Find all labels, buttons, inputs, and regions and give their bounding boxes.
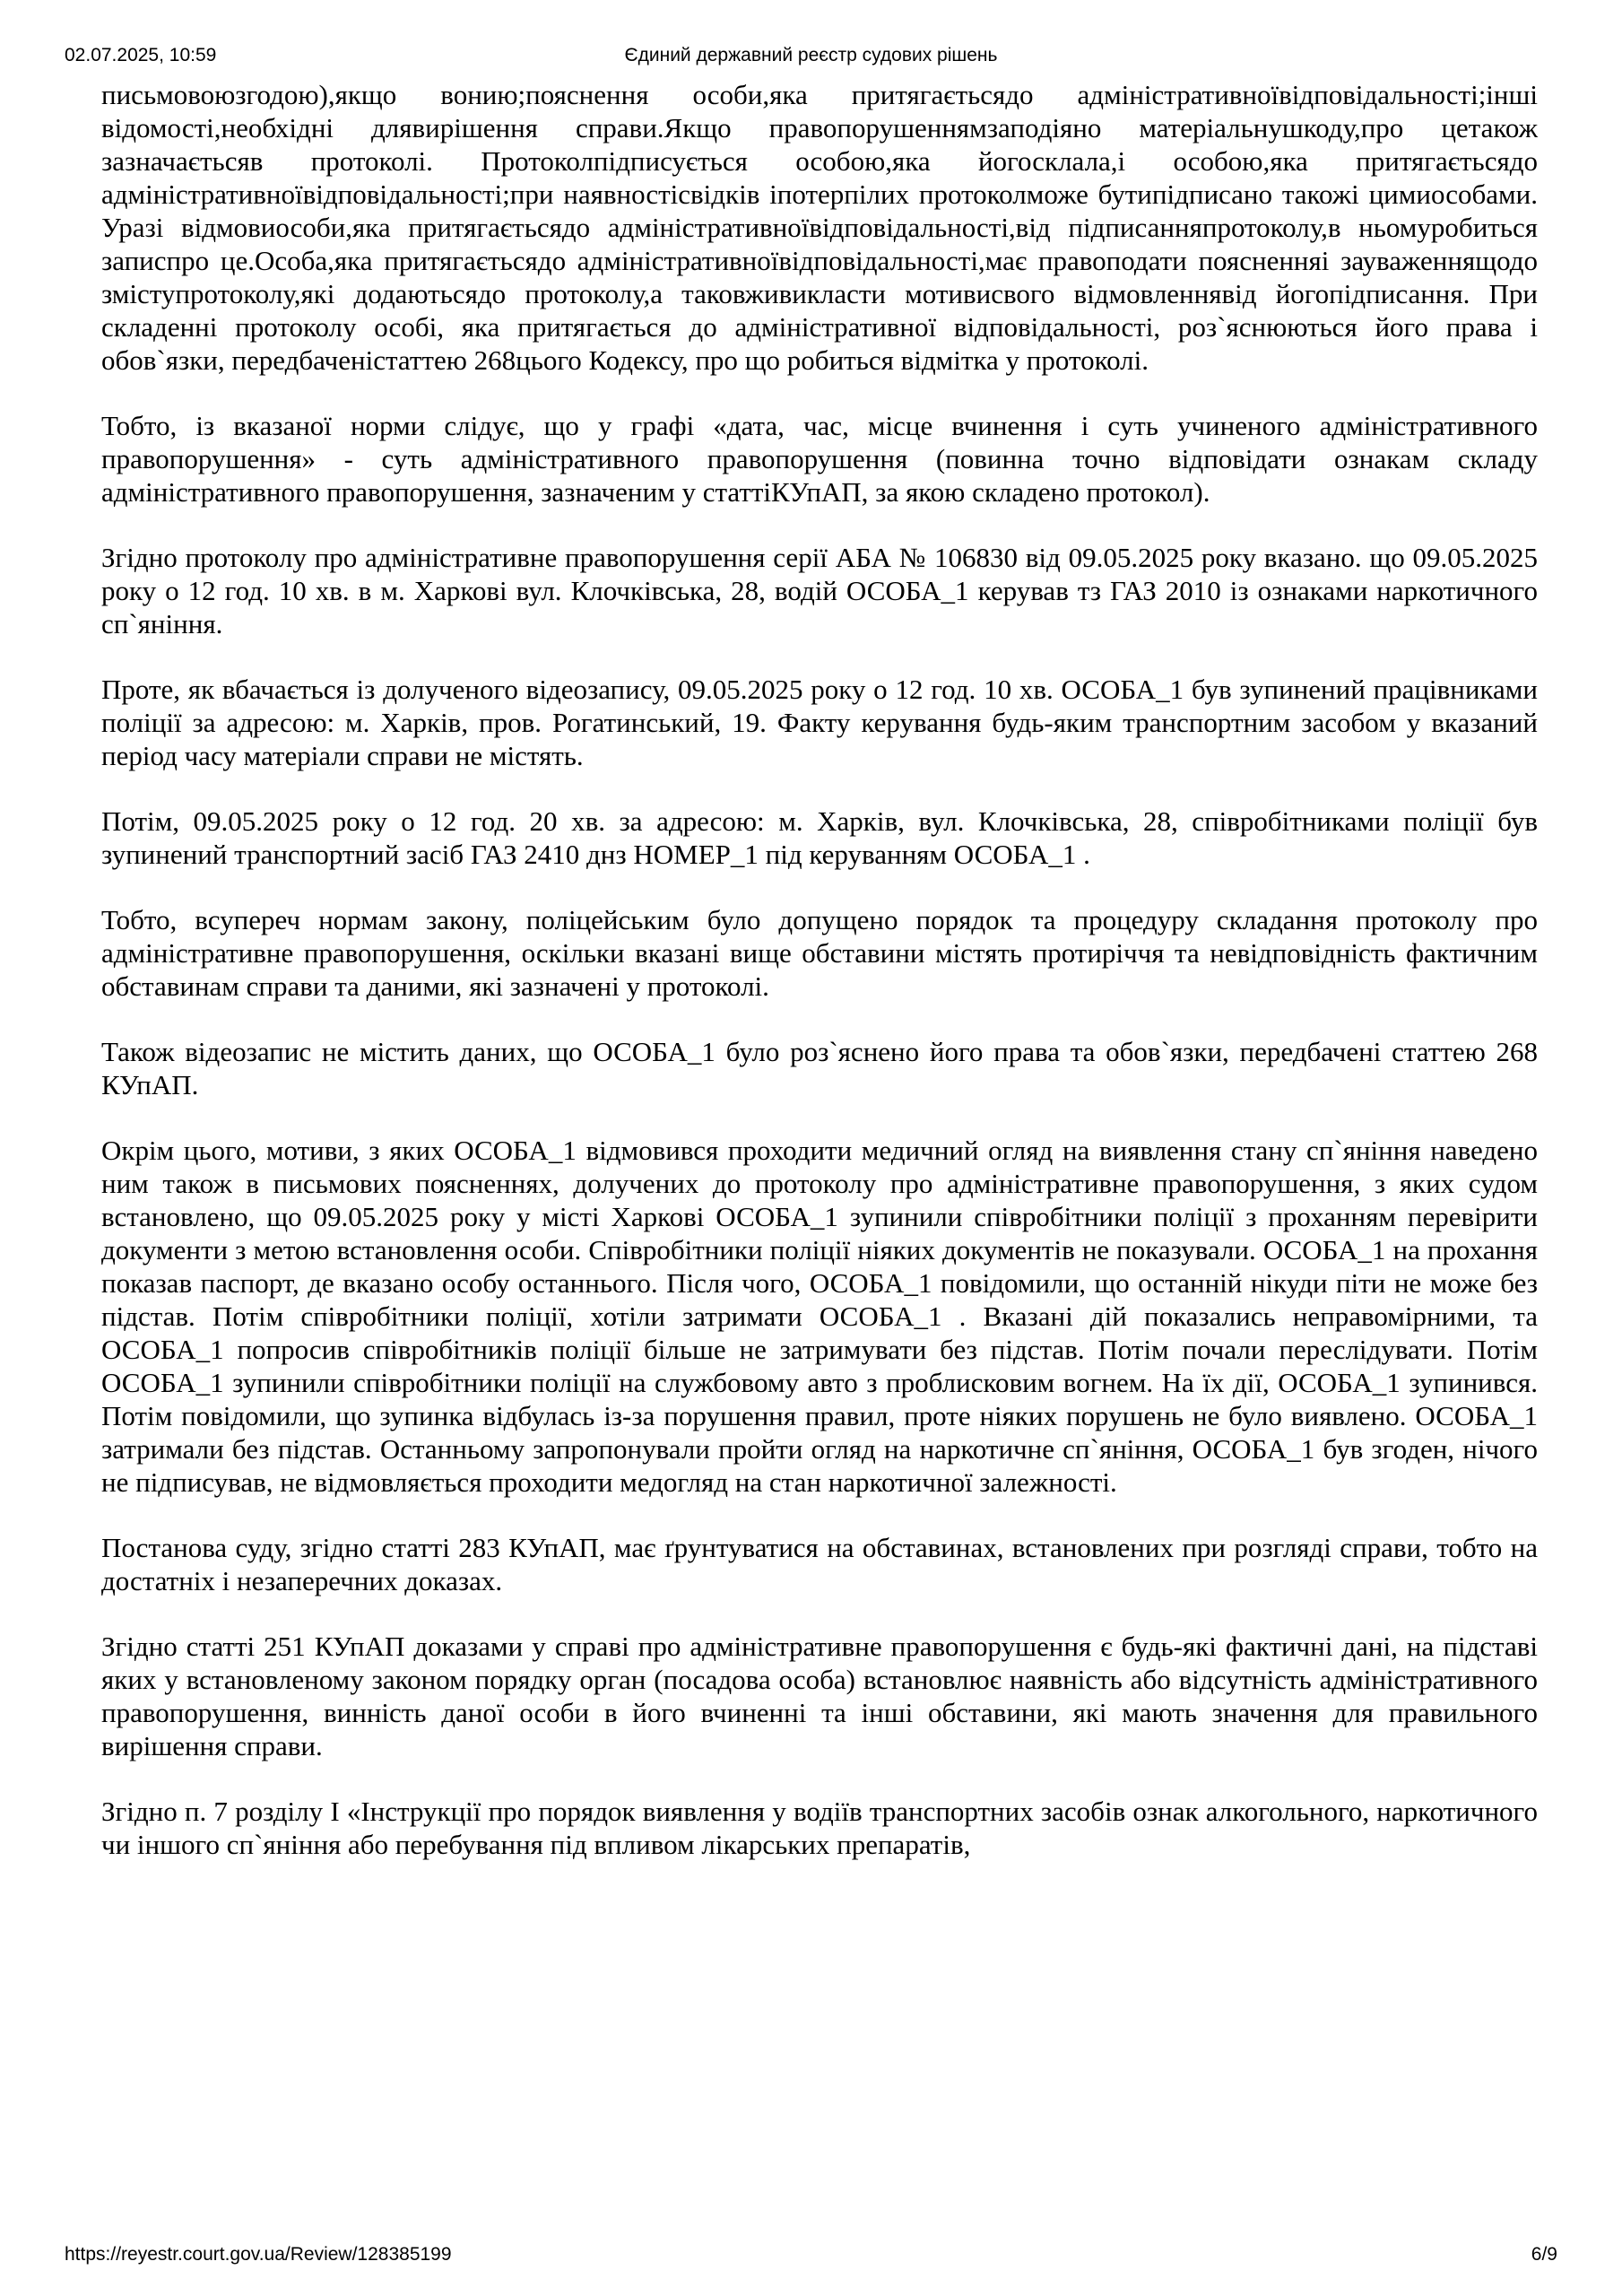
- paragraph: Згідно протоколу про адміністративне правопорушення серії АБА № 106830 від 09.05.2025 року вказано. що 09.05.2025 року о 12 год. 10 хв. в м. Харкові вул. Клочківська, 28, водій ОСОБА_1 керував тз ГАЗ 2010 із ознаками наркотичного сп`яніння.: [101, 542, 1538, 639]
- paragraph: Тобто, всупереч нормам закону, поліцейським було допущено порядок та процедуру складання протоколу про адміністративне правопорушення, оскільки вказані вище обставини містять протиріччя та невідповідність фактичним обставинам справи та даними, які зазначені у протоколі.: [101, 904, 1538, 1002]
- page-header-title: Єдиний державний реєстр судових рішень: [624, 45, 998, 65]
- paragraph: Згідно статті 251 КУпАП доказами у справі про адміністративне правопорушення є будь-які фактичні дані, на підставі яких у встановленому законом порядку орган (посадова особа) встановлює наявність або відсутність адміністративного правопорушення, винність даної особи в його вчиненні та інші обставини, які мають значення для правильного вирішення справи.: [101, 1631, 1538, 1761]
- print-datetime: 02.07.2025, 10:59: [65, 45, 217, 65]
- paragraph: Потім, 09.05.2025 року о 12 год. 20 хв. за адресою: м. Харків, вул. Клочківська, 28, співробітниками поліції був зупинений транспортний засіб ГАЗ 2410 днз НОМЕР_1 під керуванням ОСОБА_1 .: [101, 805, 1538, 870]
- paragraph: Окрім цього, мотиви, з яких ОСОБА_1 відмовився проходити медичний огляд на виявлення стану сп`яніння наведено ним також в письмових поясненнях, долучених до протоколу про адміністративне правопорушення, з яких судом встановлено, що 09.05.2025 року у місті Харкові ОСОБА_1 зупинили співробітники поліції з проханням перевірити документи з метою встановлення особи. Співробітники поліції ніяких документів не показували. ОСОБА_1 на прохання показав паспорт, де вказано особу останнього. Після чого, ОСОБА_1 повідомили, що останній нікуди піти не може без підстав. Потім співробітники поліції, хотіли затримати ОСОБА_1 . Вказані дій показались неправомірними, та ОСОБА_1 попросив співробітників поліції більше не затримувати без підстав. Потім почали переслідувати. Потім ОСОБА_1 зупинили співробітники поліції на службовому авто з проблисковим вогнем. На їх дії, ОСОБА_1 зупинився. Потім повідомили, що зупинка відбулась із-за порушення правил, проте ніяких порушень не було виявлено. ОСОБА_1 затримали без підстав. Останньому запропонували пройти огляд на наркотичне сп`яніння, ОСОБА_1 був згоден, нічого не підписував, не відмовляється проходити медогляд на стан наркотичної залежності.: [101, 1135, 1538, 1498]
- paragraph: Постанова суду, згідно статті 283 КУпАП, має ґрунтуватися на обставинах, встановлених при розгляді справи, тобто на достатніх і незаперечних доказах.: [101, 1532, 1538, 1596]
- document-body: [101, 78, 1538, 1861]
- page-number: 6/9: [1531, 2244, 1557, 2265]
- paragraph: Також відеозапис не містить даних, що ОСОБА_1 було роз`яснено його права та обов`язки, передбачені статтею 268 КУпАП.: [101, 1036, 1538, 1100]
- paragraph: Згідно п. 7 розділу І «Інструкції про порядок виявлення у водіїв транспортних засобів ознак алкогольного, наркотичного чи іншого сп`яніння або перебування під впливом лікарських препаратів,: [101, 1796, 1538, 1860]
- paragraph: письмовоюзгодою),якщо вонию;пояснення особи,яка притягаєтьсядо адміністративноївідповідальності;інші відомості,необхідні длявирішення справи.Якщо правопорушеннямзаподіяно матеріальнушкоду,про цетакож зазначаєтьсяв протоколі. Протоколпідписується особою,яка йогосклала,і особою,яка притягаєтьсядо адміністративноївідповідальності;при наявностісвідків іпотерпілих протоколможе бутипідписано такожі цимиособами. Уразі відмовиособи,яка притягаєтьсядо адміністративноївідповідальності,від підписанняпротоколу,в ньомуробиться записпро це.Особа,яка притягаєтьсядо адміністративноївідповідальності,має правоподати поясненняі зауваженнящодо зміступротоколу,які додаютьсядо протоколу,а таковживикласти мотивисвого відмовленнявід йогопідписання. При складенні протоколу особі, яка притягається до адміністративної відповідальності, роз`яснюються його права і обов`язки, передбаченістаттею 268цього Кодексу, про що робиться відмітка у протоколі.: [101, 79, 1538, 376]
- paragraph: Тобто, із вказаної норми слідує, що у графі «дата, час, місце вчинення і суть учиненого адміністративного правопорушення» - суть адміністративного правопорушення (повинна точно відповідати ознакам складу адміністративного правопорушення, зазначеним у статтіКУпАП, за якою складено протокол).: [101, 410, 1538, 508]
- source-url-link[interactable]: https://reyestr.court.gov.ua/Review/128385199: [65, 2244, 452, 2265]
- paragraph: Проте, як вбачається із долученого відеозапису, 09.05.2025 року о 12 год. 10 хв. ОСОБА_1 був зупинений працівниками поліції за адресою: м. Харків, пров. Рогатинський, 19. Факту керування будь-яким транспортним засобом у вказаний період часу матеріали справи не містять.: [101, 674, 1538, 771]
